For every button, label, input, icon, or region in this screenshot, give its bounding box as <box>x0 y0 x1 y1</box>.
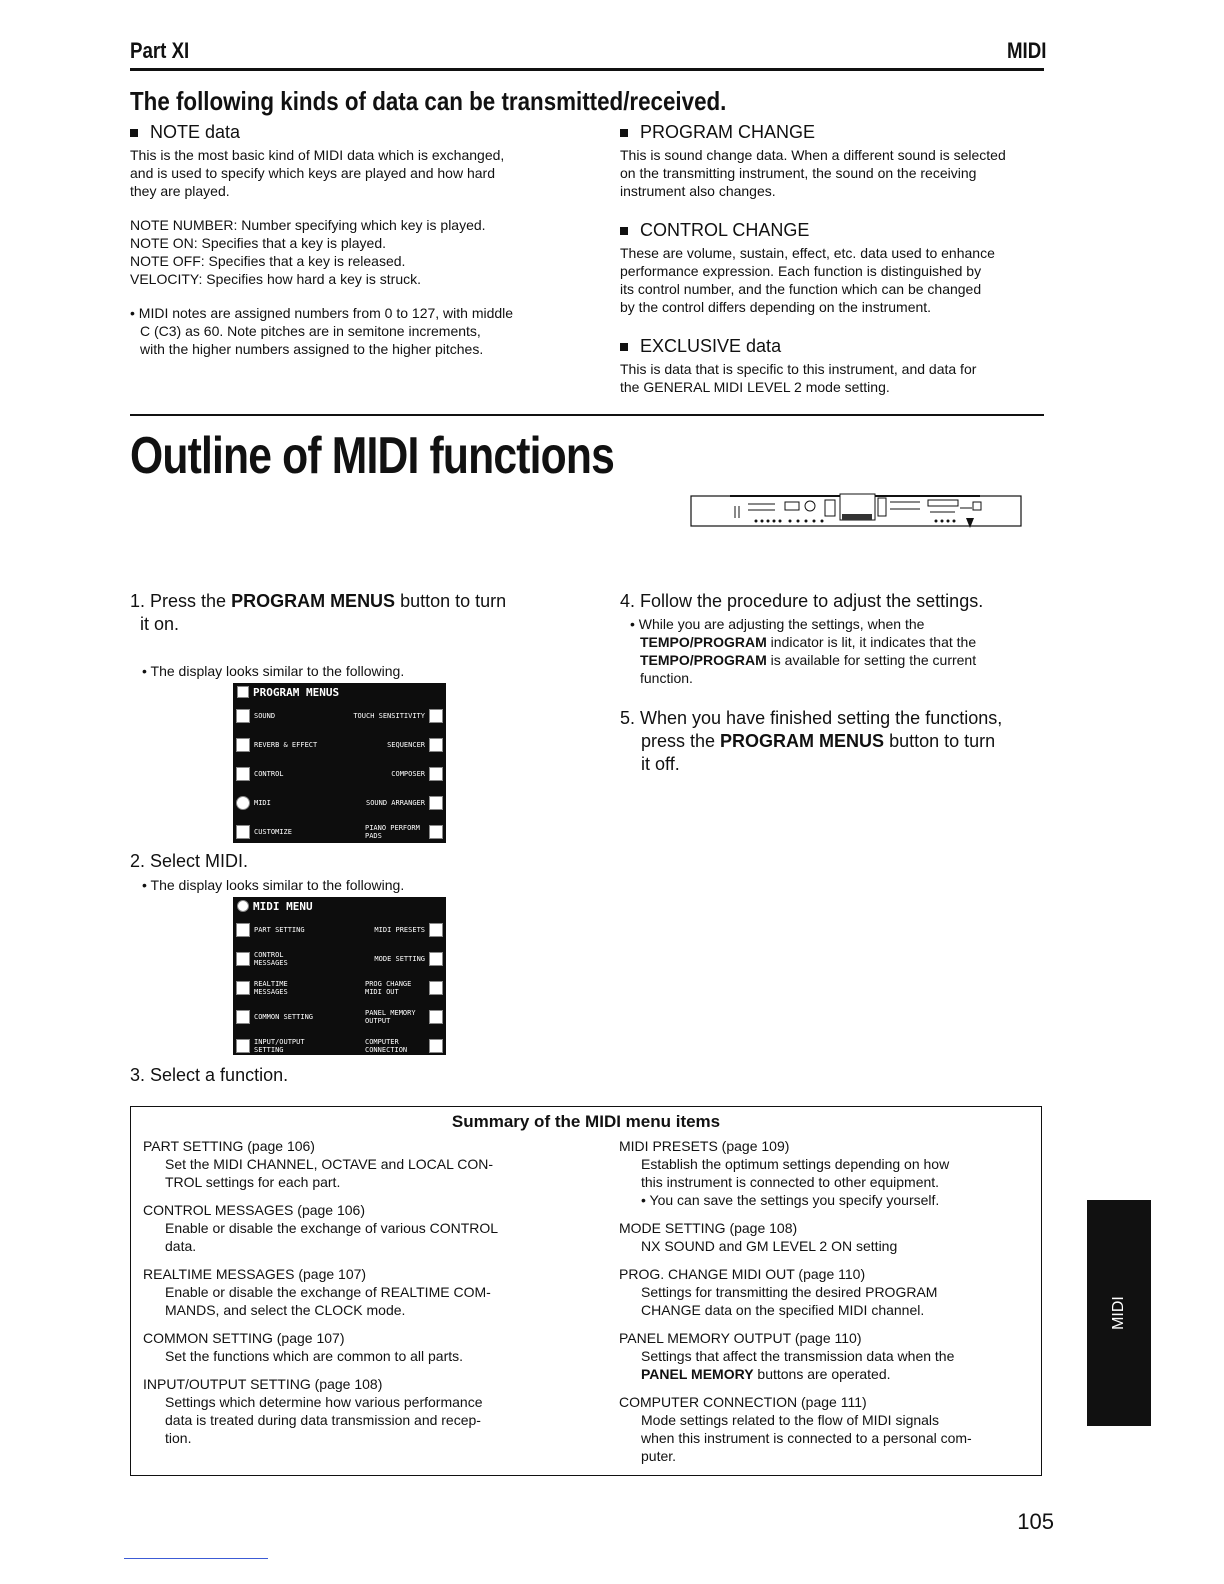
sound-icon <box>236 709 250 723</box>
note-def-on: NOTE ON: Specifies that a key is played. <box>130 235 386 251</box>
program-menus-display <box>233 683 446 843</box>
menu-item-realtime-messages: REALTIME MESSAGES <box>254 979 288 996</box>
note-def-number: NOTE NUMBER: Number specifying which key is played. <box>130 217 486 233</box>
part-setting-icon <box>236 923 250 937</box>
program-menu-row <box>233 730 446 759</box>
tempo-program-label: TEMPO/PROGRAM <box>640 634 767 650</box>
note-data-title: NOTE data <box>130 122 555 143</box>
program-menus-icon <box>237 686 249 698</box>
control-change-line-3: its control number, and the function which can be changed <box>620 281 982 297</box>
menu-item-sound: SOUND <box>254 711 276 720</box>
note-bullet-1: • MIDI notes are assigned numbers from 0 to 127, with middle <box>130 305 514 321</box>
summary-item-head: CONTROL MESSAGES (page 106) <box>143 1202 366 1218</box>
step-3: 3. Select a function. <box>130 1065 289 1085</box>
program-change-line-3: instrument also changes. <box>620 183 776 199</box>
exclusive-line-2: the GENERAL MIDI LEVEL 2 mode setting. <box>620 379 890 395</box>
note-intro-3: they are played. <box>130 183 230 199</box>
midi-menu-row <box>233 944 446 973</box>
control-icon <box>236 767 250 781</box>
tempo-program-label: TEMPO/PROGRAM <box>640 652 767 668</box>
summary-item: INPUT/OUTPUT SETTING (page 108) Settings which determine how various performance data is treated during data transmission and recep- tion. <box>143 1375 583 1447</box>
menu-item-touch-sensitivity: TOUCH SENSITIVITY <box>353 711 425 720</box>
note-intro-1: This is the most basic kind of MIDI data which is exchanged, <box>130 147 505 163</box>
summary-item: PANEL MEMORY OUTPUT (page 110) Settings that affect the transmission data when the PANEL MEMORY buttons are operated. <box>619 1329 1029 1383</box>
menu-item-customize: CUSTOMIZE <box>254 827 292 836</box>
step-1: 1. Press the PROGRAM MENUS button to turn it on. <box>130 591 507 634</box>
step-2-note: • The display looks similar to the following. <box>142 877 405 893</box>
summary-item-head: COMMON SETTING (page 107) <box>143 1330 345 1346</box>
sequencer-icon <box>429 738 443 752</box>
control-change-line-4: by the control differs depending on the instrument. <box>620 299 932 315</box>
reverb-effect-icon <box>236 738 250 752</box>
header-rule <box>130 68 1044 71</box>
section-rule <box>130 414 1044 416</box>
summary-item: MODE SETTING (page 108) NX SOUND and GM LEVEL 2 ON setting <box>619 1219 1029 1255</box>
summary-item: COMPUTER CONNECTION (page 111) Mode settings related to the flow of MIDI signals when this instrument is connected to a personal com- puter. <box>619 1393 1029 1465</box>
menu-item-computer-connection: COMPUTER CONNECTION <box>365 1037 408 1054</box>
midi-icon <box>236 796 250 810</box>
step-4: 4. Follow the procedure to adjust the settings. <box>620 591 984 611</box>
control-change-title: CONTROL CHANGE <box>620 220 1044 241</box>
keyboard-panel-illustration <box>690 492 1022 528</box>
program-menu-row <box>233 817 446 846</box>
menu-item-prog-change-midi-out: PROG CHANGE MIDI OUT <box>365 979 412 996</box>
summary-item-head: PART SETTING (page 106) <box>143 1138 315 1154</box>
program-menus-display-title: PROGRAM MENUS <box>233 683 446 701</box>
step-4-note: • While you are adjusting the settings, when the TEMPO/PROGRAM indicator is lit, it indicates that the TEMPO/PROGRAM is available for setting the current function. <box>630 616 977 686</box>
menu-item-common-setting: COMMON SETTING <box>254 1012 314 1021</box>
menu-item-piano-perform-pads: PIANO PERFORM PADS <box>365 823 420 840</box>
menu-item-sequencer: SEQUENCER <box>387 740 425 749</box>
summary-item-head: INPUT/OUTPUT SETTING (page 108) <box>143 1376 383 1392</box>
side-tab <box>1087 1200 1151 1426</box>
summary-item: COMMON SETTING (page 107) Set the functions which are common to all parts. <box>143 1329 583 1365</box>
menu-item-midi: MIDI <box>254 798 271 807</box>
step-2: 2. Select MIDI. <box>130 851 249 871</box>
side-tab-label: MIDI <box>1110 1296 1127 1330</box>
summary-item: PROG. CHANGE MIDI OUT (page 110) Settings for transmitting the desired PROGRAM CHANGE data on the specified MIDI channel. <box>619 1265 1029 1319</box>
note-intro-2: and is used to specify which keys are played and how hard <box>130 165 495 181</box>
exclusive-line-1: This is data that is specific to this instrument, and data for <box>620 361 977 377</box>
note-bullet-2: C (C3) as 60. Note pitches are in semitone increments, <box>140 323 481 339</box>
outline-heading: Outline of MIDI functions <box>130 427 615 485</box>
program-menu-row <box>233 788 446 817</box>
menu-item-sound-arranger: SOUND ARRANGER <box>365 798 425 807</box>
note-def-off: NOTE OFF: Specifies that a key is released. <box>130 253 406 269</box>
sound-arranger-icon <box>429 796 443 810</box>
note-def-velocity: VELOCITY: Specifies how hard a key is struck. <box>130 271 422 287</box>
customize-icon <box>236 825 250 839</box>
program-menus-label: PROGRAM MENUS <box>231 591 396 611</box>
summary-item-head: PROG. CHANGE MIDI OUT (page 110) <box>619 1266 866 1282</box>
exclusive-title: EXCLUSIVE data <box>620 336 1044 357</box>
footer-link-line <box>124 1558 268 1559</box>
menu-item-control-messages: CONTROL MESSAGES <box>254 950 288 967</box>
control-change-line-2: performance expression. Each function is distinguished by <box>620 263 982 279</box>
note-data-section <box>130 122 555 358</box>
midi-menu-row <box>233 973 446 1002</box>
program-change-title: PROGRAM CHANGE <box>620 122 1044 143</box>
kinds-heading: The following kinds of data can be transmitted/received. <box>130 86 727 116</box>
menu-item-part-setting: PART SETTING <box>254 925 305 934</box>
prog-change-icon <box>429 981 443 995</box>
right-kinds-column <box>620 122 1044 396</box>
midi-presets-icon <box>429 923 443 937</box>
control-messages-icon <box>236 952 250 966</box>
bullet-square-icon <box>620 129 628 137</box>
computer-connection-icon <box>429 1039 443 1053</box>
summary-left-column <box>143 1137 583 1457</box>
menu-item-panel-memory-output: PANEL MEMORY OUTPUT <box>365 1008 416 1025</box>
touch-sensitivity-icon <box>429 709 443 723</box>
program-menu-row <box>233 759 446 788</box>
summary-item: PART SETTING (page 106) Set the MIDI CHANNEL, OCTAVE and LOCAL CON- TROL settings for each part. <box>143 1137 583 1191</box>
step-1-note: • The display looks similar to the following. <box>142 663 405 679</box>
summary-item: REALTIME MESSAGES (page 107) Enable or disable the exchange of REALTIME COM- MANDS, and select the CLOCK mode. <box>143 1265 583 1319</box>
summary-item-head: COMPUTER CONNECTION (page 111) <box>619 1394 867 1410</box>
menu-item-control: CONTROL <box>254 769 284 778</box>
midi-menu-row <box>233 1002 446 1031</box>
control-change-line-1: These are volume, sustain, effect, etc. data used to enhance <box>620 245 995 261</box>
midi-menu-icon <box>237 900 249 912</box>
midi-menu-row <box>233 1031 446 1060</box>
mode-setting-icon <box>429 952 443 966</box>
midi-menu-display-title: MIDI MENU <box>233 897 446 915</box>
menu-item-composer: COMPOSER <box>391 769 425 778</box>
step-5: 5. When you have finished setting the functions, press the PROGRAM MENUS button to turn it off. <box>620 708 1003 774</box>
page-number: 105 <box>1017 1509 1054 1534</box>
summary-box <box>130 1106 1042 1476</box>
summary-item-head: MIDI PRESETS (page 109) <box>619 1138 790 1154</box>
header-section: MIDI <box>1006 38 1046 63</box>
note-bullet-3: with the higher numbers assigned to the higher pitches. <box>140 341 484 357</box>
midi-menu-display <box>233 897 446 1055</box>
summary-item: MIDI PRESETS (page 109) Establish the optimum settings depending on how this instrument is connected to other equipment. • You can save the settings you specify yourself. <box>619 1137 1029 1209</box>
summary-item-head: PANEL MEMORY OUTPUT (page 110) <box>619 1330 862 1346</box>
summary-item-head: REALTIME MESSAGES (page 107) <box>143 1266 367 1282</box>
composer-icon <box>429 767 443 781</box>
realtime-messages-icon <box>236 981 250 995</box>
menu-item-reverb-effect: REVERB & EFFECT <box>254 740 318 749</box>
menu-item-input-output-setting: INPUT/OUTPUT SETTING <box>254 1037 305 1054</box>
common-setting-icon <box>236 1010 250 1024</box>
bullet-square-icon <box>620 343 628 351</box>
midi-menu-row <box>233 915 446 944</box>
menu-item-midi-presets: MIDI PRESETS <box>374 925 425 934</box>
bullet-square-icon <box>130 129 138 137</box>
panel-memory-label: PANEL MEMORY <box>641 1366 754 1382</box>
summary-item: CONTROL MESSAGES (page 106) Enable or disable the exchange of various CONTROL data. <box>143 1201 583 1255</box>
program-change-line-2: on the transmitting instrument, the sound on the receiving <box>620 165 977 181</box>
program-menus-label: PROGRAM MENUS <box>720 731 885 751</box>
summary-item-head: MODE SETTING (page 108) <box>619 1220 798 1236</box>
bullet-square-icon <box>620 227 628 235</box>
panel-memory-icon <box>429 1010 443 1024</box>
piano-perform-pads-icon <box>429 825 443 839</box>
input-output-icon <box>236 1039 250 1053</box>
program-menu-row <box>233 701 446 730</box>
program-change-line-1: This is sound change data. When a different sound is selected <box>620 147 1006 163</box>
header-part: Part XI <box>130 38 190 63</box>
summary-right-column <box>619 1137 1029 1475</box>
menu-item-mode-setting: MODE SETTING <box>374 954 425 963</box>
summary-title: Summary of the MIDI menu items <box>451 1112 721 1131</box>
